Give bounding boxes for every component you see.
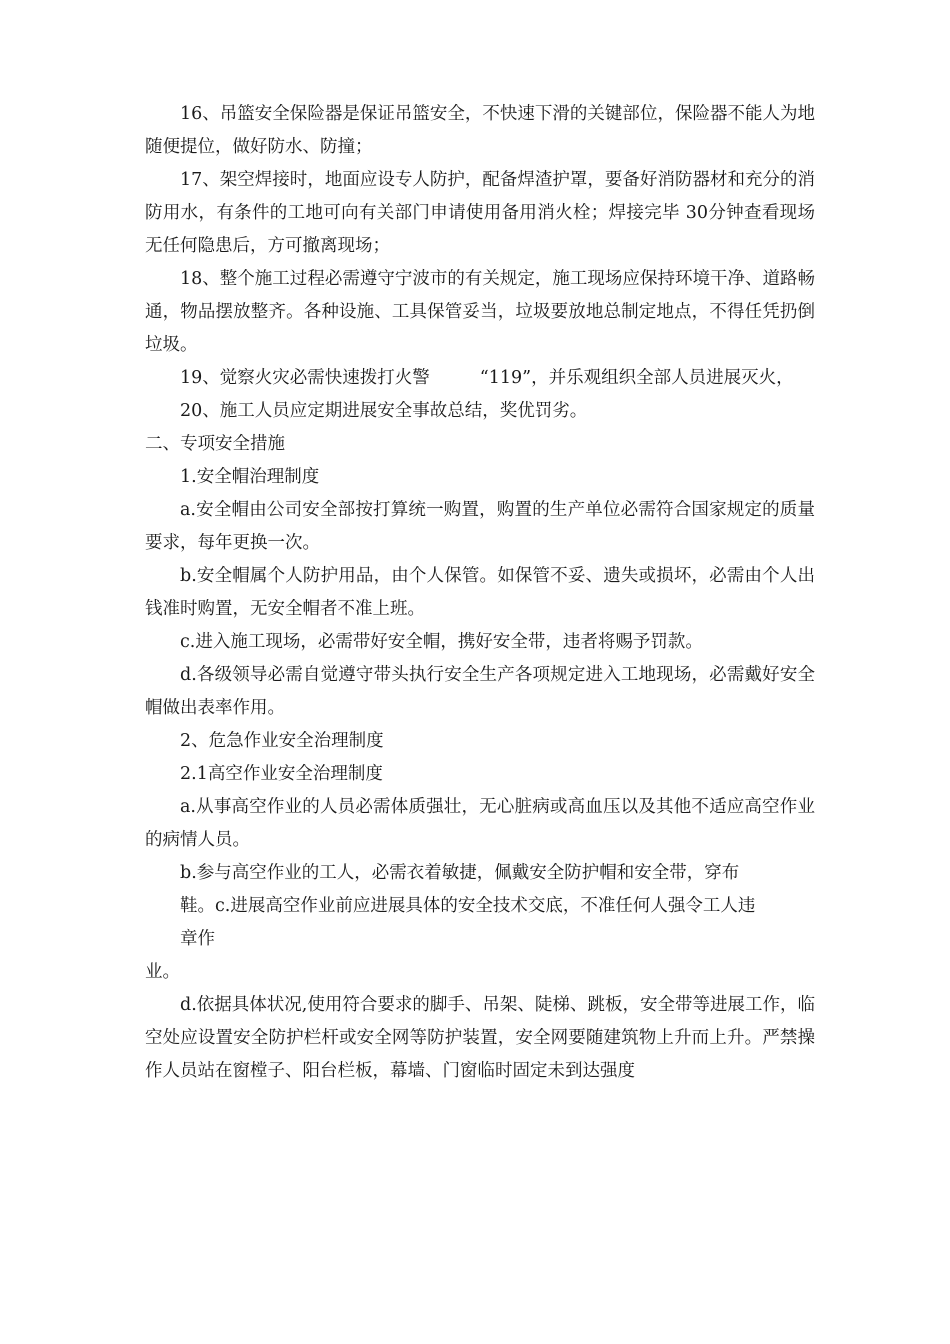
- helmet-item-a: a.安全帽由公司安全部按打算统一购置，购置的生产单位必需符合国家规定的质量要求，每年更换一次。: [145, 500, 815, 553]
- subsection-title-2-1: 2.1高空作业安全治理制度: [180, 764, 383, 784]
- paragraph-19: [145, 362, 815, 395]
- height-work-item-b-line2: 鞋。c.进展高空作业前应进展具体的安全技术交底，不准任何人强令工人违: [180, 896, 756, 916]
- subsection-title-2: 2、危急作业安全治理制度: [180, 731, 384, 751]
- helmet-item-d: d.各级领导必需自觉遵守带头执行安全生产各项规定进入工地现场，必需戴好安全帽做出表率作用。: [145, 665, 815, 718]
- helmet-item-c: c.进入施工现场，必需带好安全帽，携好安全带，违者将赐予罚款。: [180, 632, 703, 652]
- height-work-item-b-line4: 业。: [145, 962, 180, 982]
- paragraph-20: 20、施工人员应定期进展安全事故总结，奖优罚劣。: [180, 401, 588, 421]
- paragraph-19-part-b: “119”，并乐观组织全部人员进展灭火，: [479, 368, 794, 388]
- paragraph-17: 17、架空焊接时，地面应设专人防护，配备焊渣护罩，要备好消防器材和充分的消防用水，有条件的工地可向有关部门申请使用备用消火栓；焊接完毕 30分钟查看现场无任何隐患后，方可撤离现场；: [145, 170, 815, 256]
- height-work-item-b-line1: b.参与高空作业的工人，必需衣着敏捷，佩戴安全防护帽和安全带，穿布: [180, 863, 740, 883]
- document-page: [145, 98, 815, 1088]
- height-work-item-b-line3: 章作: [180, 929, 215, 949]
- paragraph-19-part-a: 19、觉察火灾必需快速拨打火警: [180, 368, 430, 388]
- paragraph-18: 18、整个施工过程必需遵守宁波市的有关规定，施工现场应保持环境干净、道路畅通，物品摆放整齐。各种设施、工具保管妥当，垃圾要放地总制定地点，不得任凭扔倒垃圾。: [145, 269, 815, 355]
- height-work-item-d: d.依据具体状况,使用符合要求的脚手、吊架、陡梯、跳板，安全带等进展工作，临空处应设置安全防护栏杆或安全网等防护装置，安全网要随建筑物上升而上升。严禁操作人员站在窗樘子、阳台栏板，幕墙、门窗临时固定未到达强度: [145, 995, 815, 1081]
- section-heading-2: 二、专项安全措施: [145, 434, 285, 454]
- subsection-title-1: 1.安全帽治理制度: [180, 467, 320, 487]
- height-work-item-a: a.从事高空作业的人员必需体质强壮，无心脏病或高血压以及其他不适应高空作业的病情人员。: [145, 797, 815, 850]
- paragraph-16: 16、吊篮安全保险器是保证吊篮安全，不快速下滑的关键部位，保险器不能人为地随便提位，做好防水、防撞；: [145, 104, 815, 157]
- helmet-item-b: b.安全帽属个人防护用品，由个人保管。如保管不妥、遗失或损坏，必需由个人出钱准时购置，无安全帽者不准上班。: [145, 566, 815, 619]
